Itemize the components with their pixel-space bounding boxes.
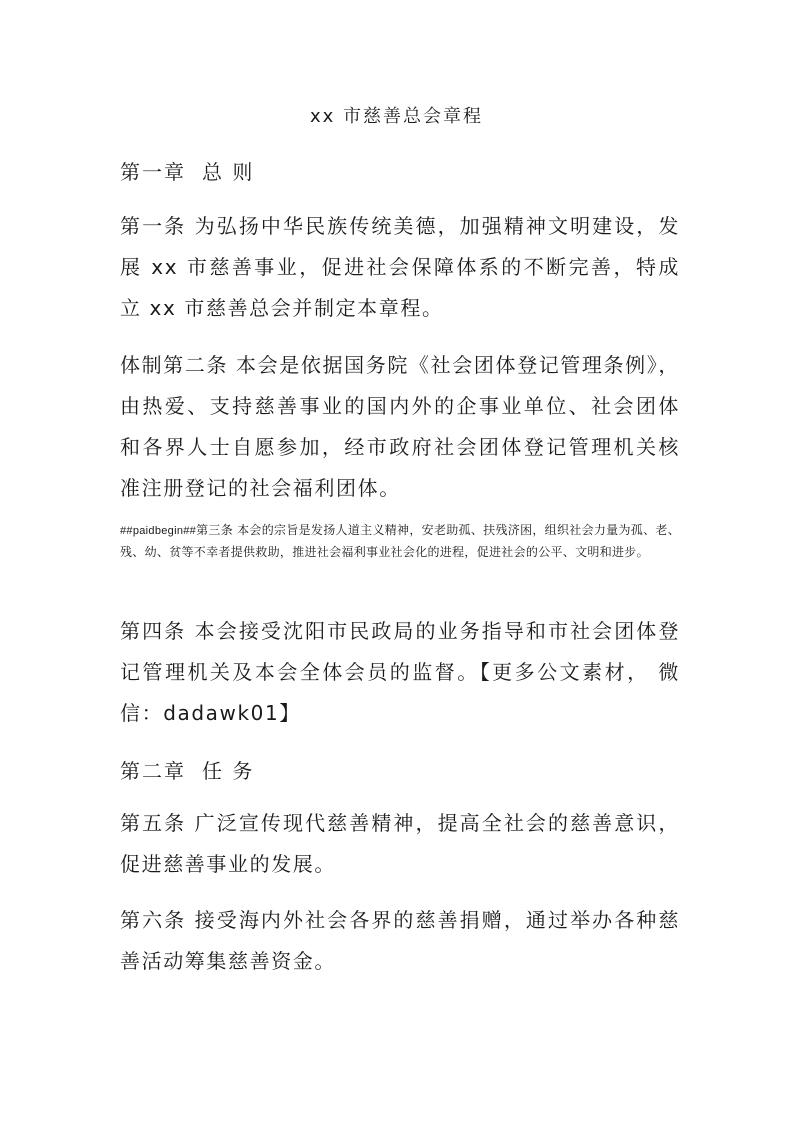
article-1-paragraph: 第一条 为弘扬中华民族传统美德，加强精神文明建设，发展 xx 市慈善事业，促进社会保障体系的不断完善，特成立 xx 市慈善总会并制定本章程。: [120, 214, 680, 320]
chapter-heading-1: [120, 157, 254, 187]
article-3-text: 第三条 本会的宗旨是发扬人道主义精神，安老助孤、扶残济困，组织社会力量为孤、老、残、幼、贫等不幸者提供救助，推进社会福利事业社会化的进程，促进社会的公平、文明和进步。: [120, 523, 680, 559]
chapter-name: 总 则: [202, 160, 255, 184]
article-4-paragraph: 第四条 本会接受沈阳市民政局的业务指导和市社会团体登记管理机关及本会全体会员的监督。【更多公文素材， 微信：dadawk01】: [120, 619, 680, 725]
chapter-heading-2: [120, 756, 254, 786]
chapter-number: 第二章: [120, 759, 186, 783]
chapter-number: 第一章: [120, 160, 186, 184]
paid-begin-marker: ##paidbegin##: [120, 525, 197, 537]
chapter-name: 任 务: [202, 759, 255, 783]
article-2-paragraph: 体制第二条 本会是依据国务院《社会团体登记管理条例》，由热爱、支持慈善事业的国内外的企事业单位、社会团体和各界人士自愿参加，经市政府社会团体登记管理机关核准注册登记的社会福利团体。: [120, 353, 680, 500]
article-5-paragraph: 第五条 广泛宣传现代慈善精神，提高全社会的慈善意识，促进慈善事业的发展。: [120, 811, 680, 876]
article-6-paragraph: 第六条 接受海内外社会各界的慈善捐赠，通过举办各种慈善活动筹集慈善资金。: [120, 908, 680, 973]
document-title: xx 市慈善总会章程: [309, 106, 484, 127]
article-3-paragraph: [120, 520, 680, 563]
